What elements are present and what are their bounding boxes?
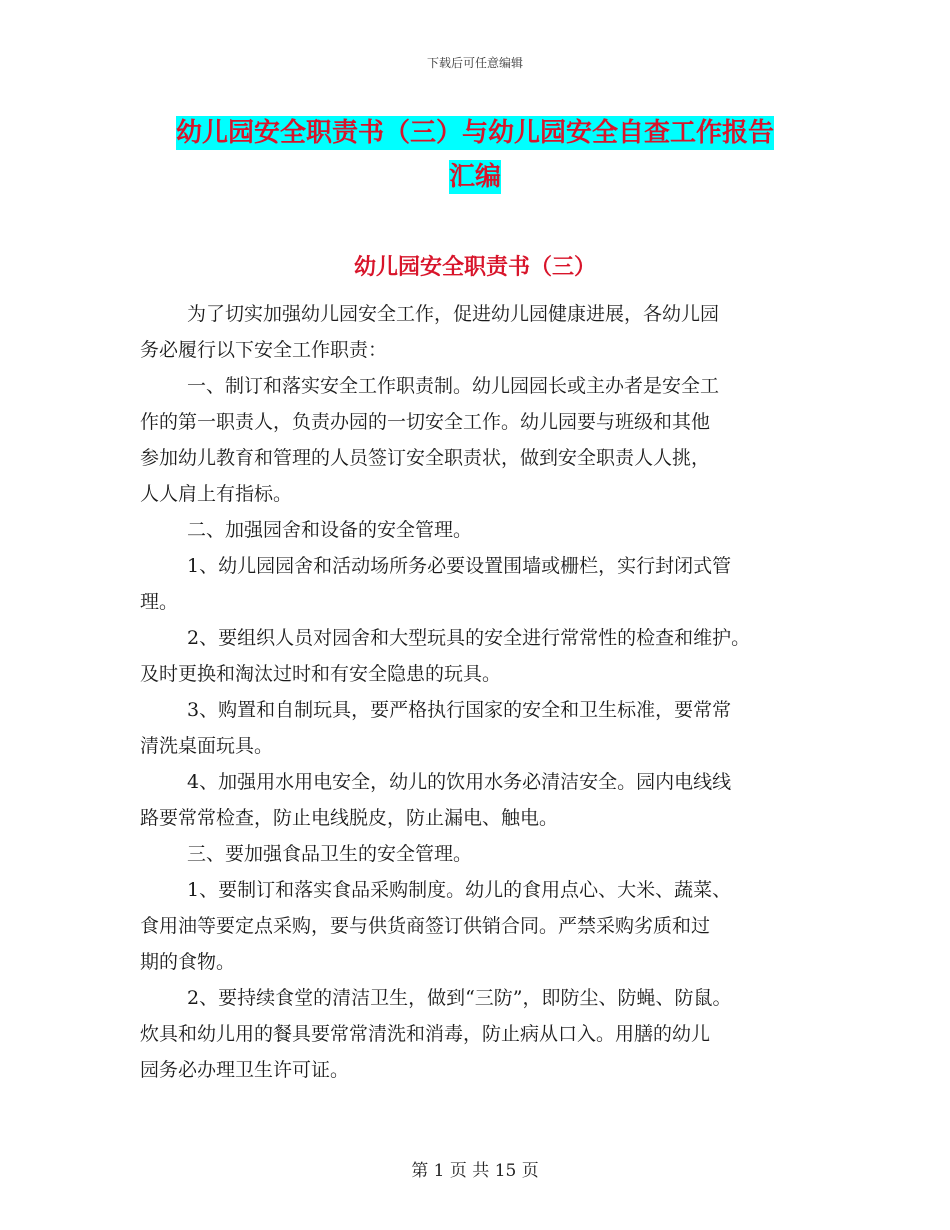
- document-title-line-2: [0, 156, 950, 193]
- text-line: 2、要持续食堂的清洁卫生，做到“三防”，即防尘、防蝇、防鼠。: [187, 987, 732, 1009]
- document-title-line-1: [0, 112, 950, 149]
- text-line: 4、加强用水用电安全，幼儿的饮用水务必清洁安全。园内电线线: [187, 771, 732, 793]
- document-title-text-2: 汇编: [448, 162, 501, 192]
- text-line: 作的第一职责人，负责办园的一切安全工作。幼儿园要与班级和其他: [140, 411, 711, 433]
- text-line: 务必履行以下安全工作职责：: [140, 339, 388, 361]
- page-number: 第 1 页 共 15 页: [411, 1161, 539, 1181]
- document-title-text-1: 幼儿园安全职责书（三）与幼儿园安全自查工作报告: [175, 118, 774, 148]
- text-line: 2、要组织人员对园舍和大型玩具的安全进行常常性的检查和维护。: [187, 627, 751, 649]
- text-line: 园务必办理卫生许可证。: [140, 1059, 350, 1081]
- section-title: 幼儿园安全职责书（三）: [353, 255, 596, 280]
- text-line: 路要常常检查，防止电线脱皮，防止漏电、触电。: [140, 807, 559, 829]
- text-line: 人人肩上有指标。: [140, 483, 293, 505]
- document-body: [140, 296, 820, 1088]
- text-line: 为了切实加强幼儿园安全工作，促进幼儿园健康进展，各幼儿园: [187, 303, 720, 325]
- text-line: 食用油等要定点采购，要与供货商签订供销合同。严禁采购劣质和过: [140, 915, 711, 937]
- text-line: 1、幼儿园园舍和活动场所务必要设置围墙或栅栏，实行封闭式管: [187, 555, 732, 577]
- text-line: 炊具和幼儿用的餐具要常常清洗和消毒，防止病从口入。用膳的幼儿: [140, 1023, 711, 1045]
- text-line: 三、要加强食品卫生的安全管理。: [187, 843, 473, 865]
- text-line: 二、加强园舍和设备的安全管理。: [187, 519, 473, 541]
- text-line: 1、要制订和落实食品采购制度。幼儿的食用点心、大米、蔬菜、: [187, 879, 732, 901]
- text-line: 清洗桌面玩具。: [140, 735, 274, 757]
- text-line: 参加幼儿教育和管理的人员签订安全职责状，做到安全职责人人挑，: [140, 447, 711, 469]
- header-note: 下载后可任意编辑: [426, 56, 523, 70]
- text-line: 及时更换和淘汰过时和有安全隐患的玩具。: [140, 663, 502, 685]
- text-line: 一、制订和落实安全工作职责制。幼儿园园长或主办者是安全工: [187, 375, 720, 397]
- text-line: 理。: [140, 591, 179, 613]
- text-line: 3、购置和自制玩具，要严格执行国家的安全和卫生标准，要常常: [187, 699, 732, 721]
- text-line: 期的食物。: [140, 951, 236, 973]
